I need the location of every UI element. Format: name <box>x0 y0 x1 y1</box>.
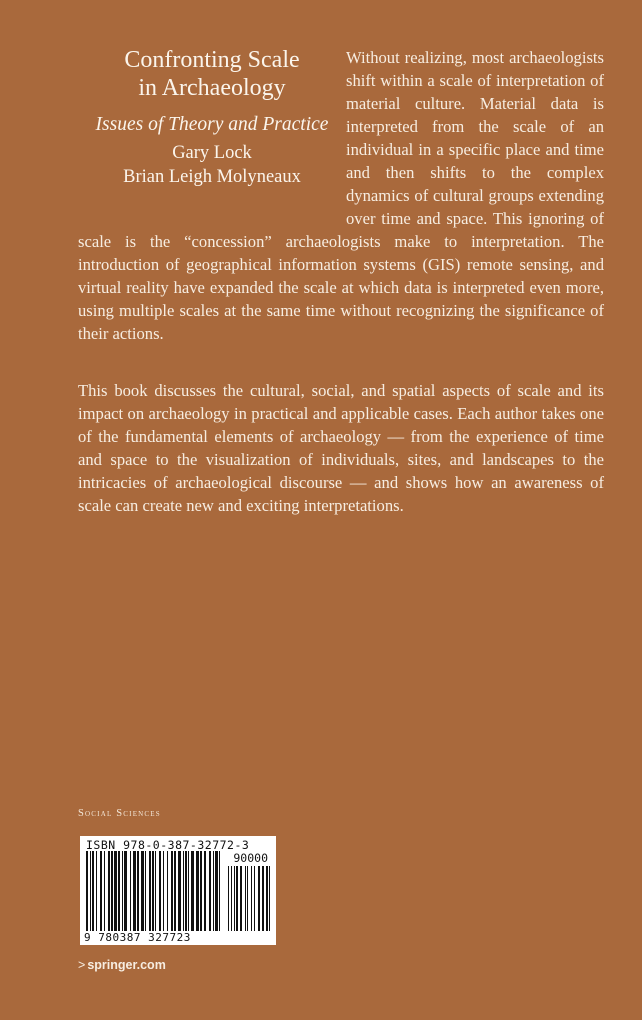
addon-barcode-bar <box>231 866 232 931</box>
addon-barcode-bar <box>240 866 242 931</box>
category-label: Social Sciences <box>78 808 161 819</box>
publisher-url[interactable] <box>78 958 166 972</box>
addon-barcode-bar <box>258 866 260 931</box>
addon-barcode-bar <box>254 866 255 931</box>
barcode-bar <box>191 851 194 931</box>
barcode-bar <box>114 851 117 931</box>
barcode-bar <box>174 851 176 931</box>
barcode-bar <box>96 851 97 931</box>
barcode-bar <box>188 851 189 931</box>
addon-barcode-bar <box>236 866 238 931</box>
isbn-text: ISBN 978-0-387-32772-3 <box>86 838 250 852</box>
addon-barcode-bar <box>251 866 252 931</box>
barcode-bar <box>92 851 94 931</box>
barcode-bar <box>133 851 136 931</box>
barcode-bar <box>163 851 164 931</box>
barcode-bar <box>130 851 131 931</box>
blurb-paragraph-1-container <box>78 46 604 345</box>
addon-barcode-bar <box>269 866 270 931</box>
barcode-bar <box>209 851 211 931</box>
barcode-bar <box>90 851 91 931</box>
barcode-bar <box>108 851 110 931</box>
addon-barcode-bar <box>266 866 268 931</box>
barcode-bar <box>111 851 113 931</box>
barcode-bar <box>219 851 220 931</box>
author-2: Brian Leigh Molyneaux <box>123 167 301 187</box>
barcode-bar <box>185 851 187 931</box>
barcode-bar <box>122 851 123 931</box>
url-arrow-icon: > <box>78 958 86 972</box>
book-title-line-2: in Archaeology <box>138 75 286 101</box>
barcode-bar <box>159 851 161 931</box>
barcode-bar <box>196 851 199 931</box>
barcode-digits: 9 780387 327723 <box>84 931 191 944</box>
addon-barcode-bar <box>234 866 235 931</box>
addon-barcode-bar <box>228 866 229 931</box>
price-code: 90000 <box>233 851 268 865</box>
barcode-bar <box>104 851 105 931</box>
barcode-bar <box>215 851 218 931</box>
barcode-bar <box>178 851 181 931</box>
blurb-paragraph-2: This book discusses the cultural, social, and spatial aspects of scale and its impact on archaeology in practical and applicable cases. Each author takes one of the fundamental elements of archaeology — from the experience of time and space to the visualization of individuals, sites, and landscapes to the intricacies of archaeological discourse — and shows how an awareness of scale can create new and exciting interpretations. <box>78 381 604 515</box>
barcode-bar <box>86 851 88 931</box>
addon-barcode-bar <box>245 866 246 931</box>
barcode-bar <box>171 851 173 931</box>
barcode-bar <box>200 851 202 931</box>
barcode-bar <box>149 851 151 931</box>
author-1: Gary Lock <box>172 143 252 163</box>
addon-barcode-bar <box>262 866 264 931</box>
barcode-bar <box>152 851 154 931</box>
addon-barcode-bar <box>247 866 248 931</box>
barcode-bar <box>100 851 102 931</box>
barcode-bar <box>141 851 144 931</box>
barcode-bar <box>137 851 139 931</box>
barcode-bar <box>167 851 168 931</box>
barcode-bar <box>155 851 156 931</box>
title-float-spacer <box>78 46 346 216</box>
barcode-bar <box>124 851 127 931</box>
barcode-bar <box>213 851 214 931</box>
barcode-bar <box>118 851 120 931</box>
blurb-paragraph-1: Without realizing, most archaeologists shift within a scale of interpretation of material culture. Material data is interpreted from the scale of an individual in a specific place and time and then shifts to the complex dynamics of cultural groups extending over time and space. This ignoring of scale is the “concession” archaeologists make to interpretation. The introduction of geographical information systems (GIS) remote sensing, and virtual reality have expanded the scale at which data is interpreted even more, using multiple scales at the same time without recognizing the significance of their actions. <box>78 48 604 343</box>
publisher-url-text: springer.com <box>87 958 166 972</box>
book-subtitle: Issues of Theory and Practice <box>95 114 329 135</box>
barcode-bar <box>145 851 146 931</box>
isbn-barcode <box>80 836 276 945</box>
barcode-bar <box>204 851 206 931</box>
book-title-line-1: Confronting Scale <box>124 47 300 73</box>
barcode-bar <box>183 851 184 931</box>
